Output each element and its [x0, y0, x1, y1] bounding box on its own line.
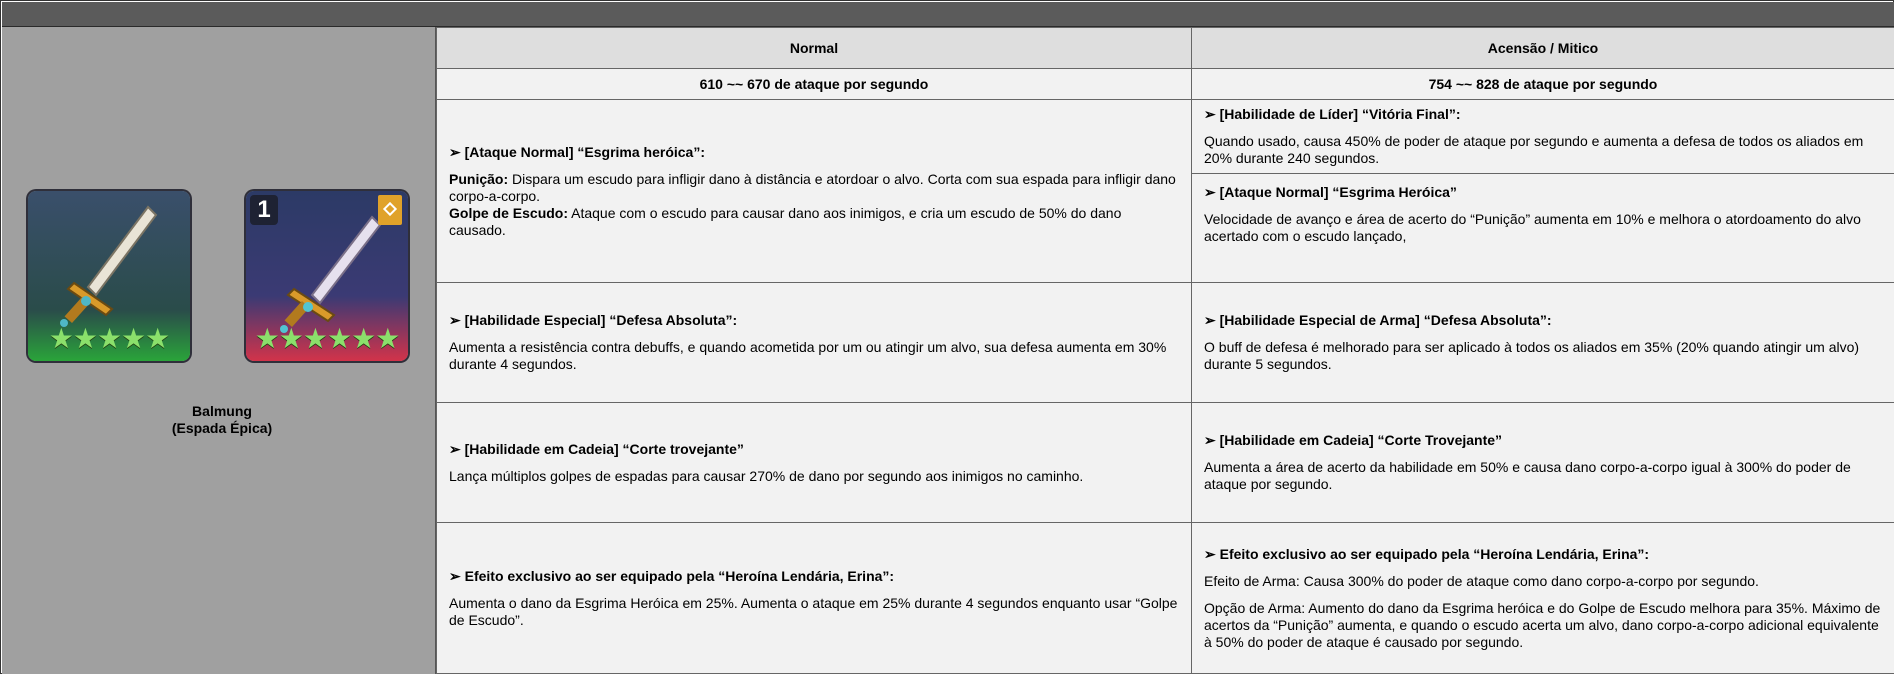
mythic-stars: ★★★★★★ [254, 322, 400, 355]
row1-normal-punicao [449, 171, 1179, 205]
table-row [437, 100, 1894, 283]
item-caption [22, 403, 422, 437]
row1-ascension [1192, 100, 1894, 283]
golpe-label: Golpe de Escudo: [449, 204, 569, 221]
epic-item-icon [28, 191, 190, 361]
range-ascension: 754 ~~ 828 de ataque por segundo [1192, 69, 1894, 100]
table-row [437, 523, 1894, 674]
header-ascension: Acensão / Mitico [1192, 28, 1894, 69]
header-row [437, 28, 1894, 69]
row2-normal [437, 283, 1192, 403]
row3-ascension [1192, 403, 1894, 523]
row3-asc-text: Aumenta a área de acerto da habilidade em 50% e causa dano corpo-a-corpo igual à 300% do poder de ataque por segundo. [1204, 459, 1851, 492]
table-row [437, 403, 1894, 523]
item-type: (Espada Épica) [171, 420, 273, 436]
row4-normal-title: ➢ Efeito exclusivo ao ser equipado pela “Heroína Lendária, Erina”: [449, 567, 895, 584]
level-badge: 1 [250, 195, 278, 225]
mythic-item-icon [246, 191, 408, 361]
golpe-text: Ataque com o escudo para causar dano aos inimigos, e cria um escudo de 50% do dano causado. [449, 204, 1122, 238]
table-row [437, 283, 1894, 403]
row2-asc-title: ➢ [Habilidade Especial de Arma] “Defesa Absoluta”: [1204, 312, 1552, 328]
row1-asc-leader-title: ➢ [Habilidade de Líder] “Vitória Final”: [1204, 106, 1461, 122]
row3-normal-title: ➢ [Habilidade em Cadeia] “Corte trovejante” [449, 440, 744, 457]
mythic-tag-icon [378, 195, 402, 225]
row2-normal-text: Aumenta a resistência contra debuffs, e quando acometida por um ou atingir um alvo, sua defesa aumenta em 30% durante 4 segundos. [449, 339, 1167, 372]
row3-normal [437, 403, 1192, 523]
item-name: Balmung [192, 403, 252, 419]
row1-normal-title: ➢ [Ataque Normal] “Esgrima heróica”: [449, 143, 706, 160]
row4-asc-title: ➢ Efeito exclusivo ao ser equipado pela “Heroína Lendária, Erina”: [1204, 545, 1650, 562]
row3-asc-title: ➢ [Habilidade em Cadeia] “Corte Trovejante” [1204, 432, 1503, 448]
top-bar [2, 2, 1894, 27]
range-row [437, 69, 1894, 100]
row1-asc-sub [1192, 173, 1894, 249]
punicao-text: Dispara um escudo para infligir dano à distância e atordoar o alvo. Corta com sua espada para infligir dano corpo-a-corpo. [449, 170, 1176, 204]
row4-asc-p1: Efeito de Arma: Causa 300% do poder de ataque como dano corpo-a-corpo por segundo. [1204, 572, 1759, 589]
row1-normal [437, 100, 1192, 283]
row1-asc-leader-text: Quando usado, causa 450% de poder de ataque por segundo e aumenta a defesa de todos os aliados em 20% durante 240 segundos. [1204, 133, 1864, 166]
row2-asc-text: O buff de defesa é melhorado para ser aplicado à todos os aliados em 35% (20% quando atingir um alvo) durante 5 segundos. [1204, 339, 1860, 372]
row2-normal-title: ➢ [Habilidade Especial] “Defesa Absoluta”: [449, 312, 738, 328]
row1-asc-attack-title: ➢ [Ataque Normal] “Esgrima Heróica” [1204, 184, 1457, 200]
item-cell [2, 27, 436, 674]
weapon-table [436, 27, 1894, 674]
row3-normal-text: Lança múltiplos golpes de espadas para causar 270% de dano por segundo aos inimigos no caminho. [449, 467, 1084, 484]
header-normal: Normal [437, 28, 1192, 69]
range-normal: 610 ~~ 670 de ataque por segundo [437, 69, 1192, 100]
row4-normal [437, 523, 1192, 674]
row1-asc-attack-text: Velocidade de avanço e área de acerto do “Punição” aumenta em 10% e melhora o atordoamento do alvo acertado com o escudo lançado, [1204, 211, 1861, 244]
punicao-label: Punição: [449, 170, 509, 187]
row4-normal-text: Aumenta o dano da Esgrima Heróica em 25%. Aumenta o ataque em 25% durante 4 segundos enquanto usar “Golpe de Escudo”. [449, 594, 1178, 628]
row4-asc-p2: Opção de Arma: Aumento do dano da Esgrima heróica e do Golpe de Escudo melhora para 35%. Máximo de acertos da “Punição” aumenta, e quando o escudo acerta um alvo, dano corpo-a-corpo adicional equivalente à 50% do poder de ataque é causado por segundo. [1204, 599, 1881, 650]
row1-normal-golpe [449, 205, 1179, 239]
epic-stars: ★★★★★ [48, 322, 170, 355]
row4-ascension [1192, 523, 1894, 674]
row2-ascension [1192, 283, 1894, 403]
